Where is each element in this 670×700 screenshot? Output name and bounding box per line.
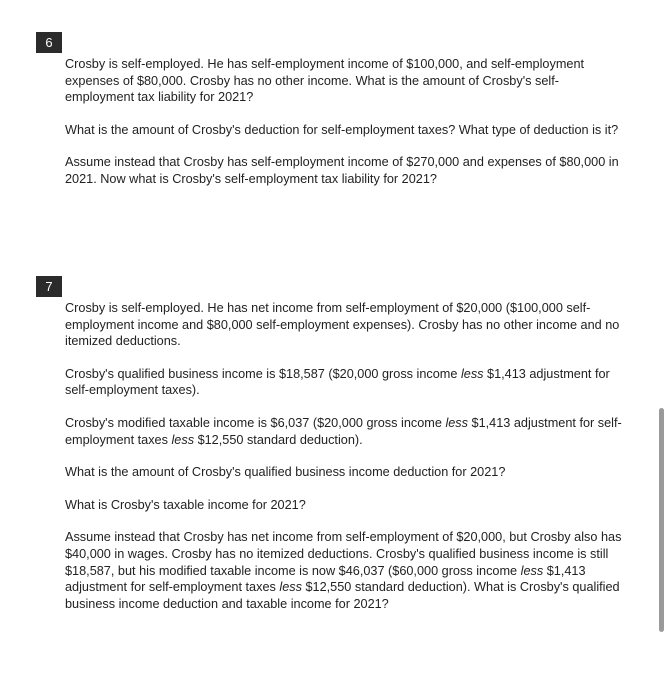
paragraph: Crosby's qualified business income is $18,587 ($20,000 gross income less $1,413 adjustment for self-employment taxes).: [65, 366, 610, 398]
question-6-text: [65, 56, 625, 204]
paragraph: Crosby's modified taxable income is $6,037 ($20,000 gross income less $1,413 adjustment for self-employment taxes less $12,550 standard deduction).: [65, 415, 622, 447]
paragraph: Assume instead that Crosby has self-employment income of $270,000 and expenses of $80,000 in 2021. Now what is Crosby's self-employment tax liability for 2021?: [65, 155, 619, 186]
vertical-scrollbar[interactable]: [659, 408, 664, 632]
question-number-badge: [36, 276, 62, 297]
paragraph: What is the amount of Crosby's qualified business income deduction for 2021?: [65, 465, 506, 480]
paragraph: What is Crosby's taxable income for 2021?: [65, 497, 306, 512]
paragraph: Crosby is self-employed. He has net income from self-employment of $20,000 ($100,000 self-employment income and $80,000 self-employment expenses). Crosby has no other income and no itemized deductions.: [65, 301, 620, 349]
question-number: 7: [45, 279, 53, 294]
question-7-text: [65, 300, 625, 628]
paragraph: Assume instead that Crosby has net income from self-employment of $20,000, but Crosby also has $40,000 in wages. Crosby has no itemized deductions. Crosby's qualified business income is still $18,587, but his modified taxable income is now $46,037 ($60,000 gross income less $1,413 adjustment for self-employment taxes less $12,550 standard deduction). What is Crosby's qualified business income deduction and taxable income for 2021?: [65, 530, 622, 611]
paragraph: What is the amount of Crosby's deduction for self-employment taxes? What type of deduction is it?: [65, 122, 619, 137]
paragraph: Crosby is self-employed. He has self-employment income of $100,000, and self-employment expenses of $80,000. Crosby has no other income. What is the amount of Crosby's self-employment tax liability for 2021?: [65, 57, 585, 105]
question-number: 6: [45, 35, 53, 50]
question-number-badge: [36, 32, 62, 53]
